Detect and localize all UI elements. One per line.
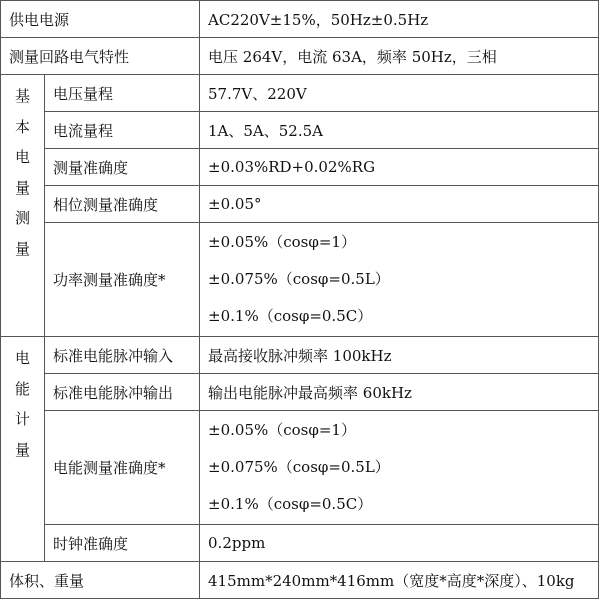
size-weight-value: 415mm*240mm*416mm（宽度*高度*深度）、10kg [200,562,599,599]
power-accuracy-value: ±0.05%（cosφ=1） [208,233,356,251]
table-row [1,186,599,223]
table-row [1,1,599,38]
table-row [1,562,599,599]
energy-accuracy-value: ±0.075%（cosφ=0.5L） [208,458,390,476]
table-row [1,75,599,112]
table-row [1,223,599,337]
table-row [1,149,599,186]
power-accuracy-value: ±0.075%（cosφ=0.5L） [208,270,390,288]
clock-accuracy-label: 时钟准确度 [45,525,200,562]
pulse-input-label: 标准电能脉冲输入 [45,337,200,374]
pulse-input-value: 最高接收脉冲频率 100kHz [200,337,599,374]
table-row [1,337,599,374]
phase-accuracy-label: 相位测量准确度 [45,186,200,223]
voltage-range-value: 57.7V、220V [200,75,599,112]
table-row [1,411,599,525]
power-accuracy-values [200,223,599,337]
energy-accuracy-value: ±0.05%（cosφ=1） [208,421,356,439]
phase-accuracy-value: ±0.05° [200,186,599,223]
table-row [1,38,599,75]
accuracy-value: ±0.03%RD+0.02%RG [200,149,599,186]
power-accuracy-label: 功率测量准确度* [45,223,200,337]
table-row [1,374,599,411]
energy-category-cell [1,337,45,562]
basic-category-cell [1,75,45,337]
energy-accuracy-value: ±0.1%（cosφ=0.5C） [208,495,373,513]
circuit-value: 电压 264V，电流 63A，频率 50Hz，三相 [200,38,599,75]
energy-accuracy-label: 电能测量准确度* [45,411,200,525]
current-range-label: 电流量程 [45,112,200,149]
power-supply-value: AC220V±15%，50Hz±0.5Hz [200,1,599,38]
table-row [1,112,599,149]
size-weight-label: 体积、重量 [1,562,200,599]
energy-accuracy-values [200,411,599,525]
table-row [1,525,599,562]
circuit-label: 测量回路电气特性 [1,38,200,75]
current-range-value: 1A、5A、52.5A [200,112,599,149]
accuracy-label: 测量准确度 [45,149,200,186]
voltage-range-label: 电压量程 [45,75,200,112]
clock-accuracy-value: 0.2ppm [200,525,599,562]
basic-category-label: 基 本 电 量 测 量 [14,87,30,258]
power-supply-label: 供电电源 [1,1,200,38]
power-accuracy-value: ±0.1%（cosφ=0.5C） [208,307,373,325]
pulse-output-value: 输出电能脉冲最高频率 60kHz [200,374,599,411]
pulse-output-label: 标准电能脉冲输出 [45,374,200,411]
energy-category-label: 电 能 计 量 [14,349,30,459]
